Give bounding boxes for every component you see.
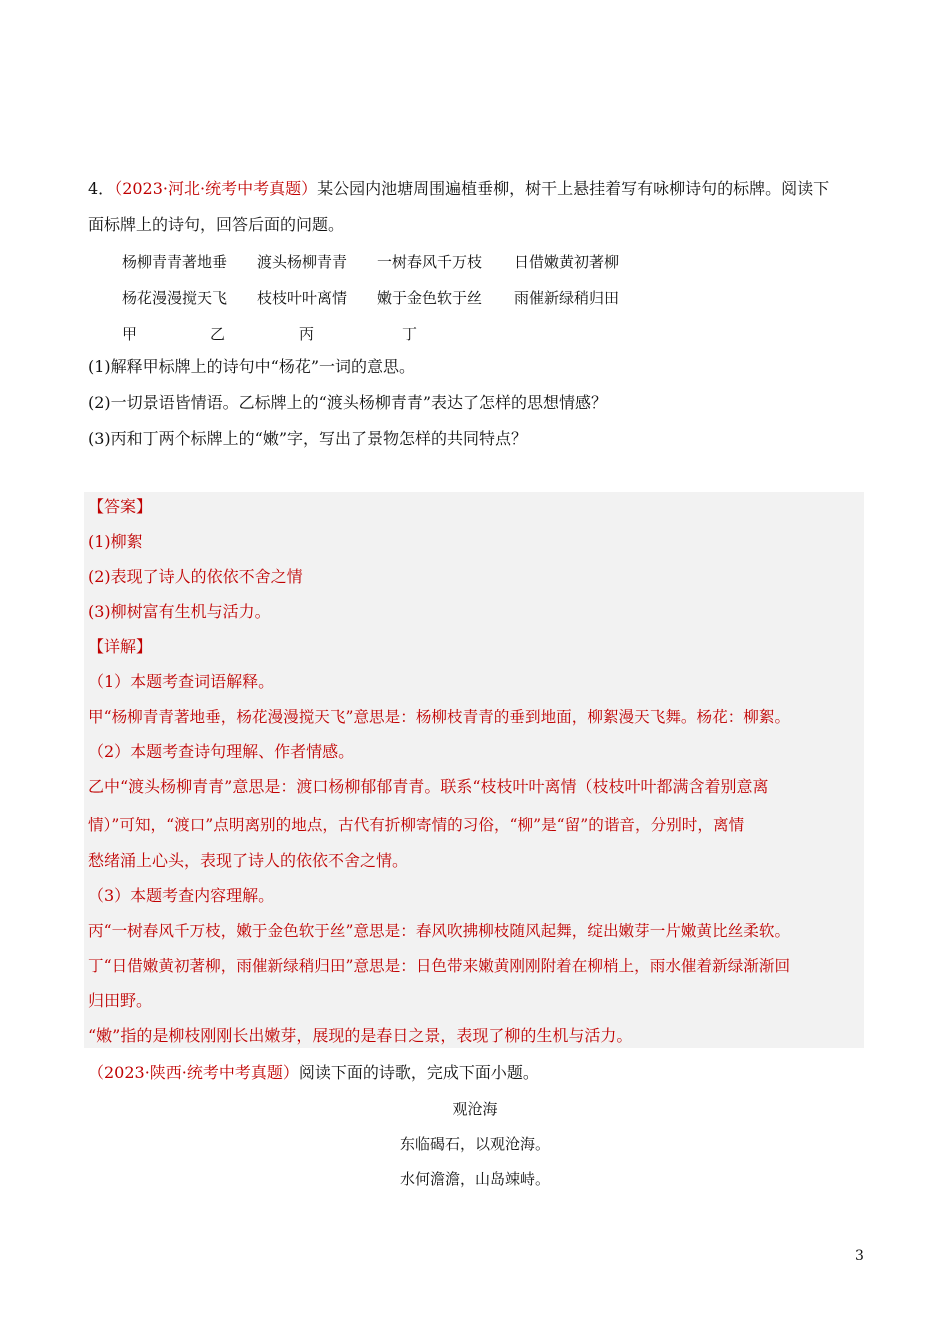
poem-line-1: 东临碣石，以观沧海。 — [399, 1135, 550, 1153]
next-question-intro: 阅读下面的诗歌，完成下面小题。 — [298, 1063, 539, 1082]
detail-1-title: （1）本题考查词语解释。 — [88, 672, 275, 691]
sub-question-2: (2)一切景语皆情语。乙标牌上的“渡头杨柳青青”表达了怎样的思想情感？ — [88, 393, 608, 412]
answer-1: (1)柳絮 — [88, 532, 143, 551]
detail-2-line-3: 愁绪涌上心头，表现了诗人的依依不舍之情。 — [88, 851, 409, 870]
poem-ding-line-2: 雨催新绿稍归田 — [514, 289, 620, 307]
question-intro-2: 面标牌上的诗句，回答后面的问题。 — [88, 215, 345, 234]
detail-3-line-2: 丁“日借嫩黄初著柳，雨催新绿稍归田”意思是：日色带来嫩黄刚刚附着在柳梢上，雨水催着新绿渐渐回 — [88, 957, 791, 975]
poem-ding-line-1: 日借嫩黄初著柳 — [514, 253, 620, 271]
poem-bing-line-2: 嫩于金色软于丝 — [377, 289, 483, 307]
answer-2: (2)表现了诗人的依依不舍之情 — [88, 567, 303, 586]
poem-jia-line-2: 杨花漫漫搅天飞 — [122, 289, 228, 307]
detail-3-line-4: “嫩”指的是柳枝刚刚长出嫩芽，展现的是春日之景，表现了柳的生机与活力。 — [88, 1026, 633, 1045]
question-first-line — [88, 179, 829, 199]
sub-question-1: (1)解释甲标牌上的诗句中“杨花”一词的意思。 — [88, 357, 416, 376]
label-yi: 乙 — [210, 325, 226, 343]
detail-2-line-1: 乙中“渡头杨柳青青”意思是：渡口杨柳郁郁青青。联系“枝枝叶叶离情（枝枝叶叶都满含着别意离 — [88, 777, 769, 796]
answer-3: (3)柳树富有生机与活力。 — [88, 602, 271, 621]
sub-question-3: (3)丙和丁两个标牌上的“嫩”字，写出了景物怎样的共同特点？ — [88, 429, 528, 448]
question-number: 4． — [88, 179, 115, 198]
poem-title: 观沧海 — [452, 1100, 498, 1118]
detail-3-line-3: 归田野。 — [88, 991, 153, 1010]
detail-3-line-1: 丙“一树春风千万枝，嫩于金色软于丝”意思是：春风吹拂柳枝随风起舞，绽出嫩芽一片嫩黄比丝柔软。 — [88, 922, 791, 940]
label-ding: 丁 — [402, 325, 418, 343]
detail-header: 【详解】 — [88, 637, 153, 656]
label-jia: 甲 — [122, 325, 138, 343]
label-bing: 丙 — [299, 325, 315, 343]
next-question-line — [88, 1063, 539, 1083]
page-number: 3 — [855, 1248, 864, 1264]
poem-line-2: 水何澹澹，山岛竦峙。 — [399, 1170, 550, 1188]
detail-2-title: （2）本题考查诗句理解、作者情感。 — [88, 742, 355, 761]
poem-yi-line-2: 枝枝叶叶离情 — [257, 289, 348, 307]
poem-bing-line-1: 一树春风千万枝 — [377, 253, 483, 271]
detail-1-text: 甲“杨柳青青著地垂，杨花漫漫搅天飞”意思是：杨柳枝青青的垂到地面，柳絮漫天飞舞。杨花：柳絮。 — [88, 708, 791, 726]
poem-jia-line-1: 杨柳青青著地垂 — [122, 253, 228, 271]
next-question-source: （2023·陕西·统考中考真题） — [88, 1063, 299, 1082]
detail-3-title: （3）本题考查内容理解。 — [88, 886, 275, 905]
question-source: （2023·河北·统考中考真题） — [114, 179, 318, 198]
question-intro-1: 某公园内池塘周围遍植垂柳，树干上悬挂着写有咏柳诗句的标牌。阅读下 — [317, 179, 830, 198]
answer-header: 【答案】 — [88, 497, 153, 516]
poem-yi-line-1: 渡头杨柳青青 — [257, 253, 348, 271]
detail-2-line-2: 情）”可知，“渡口”点明离别的地点，古代有折柳寄情的习俗，“柳”是“留”的谐音，分别时，离情 — [88, 816, 745, 834]
